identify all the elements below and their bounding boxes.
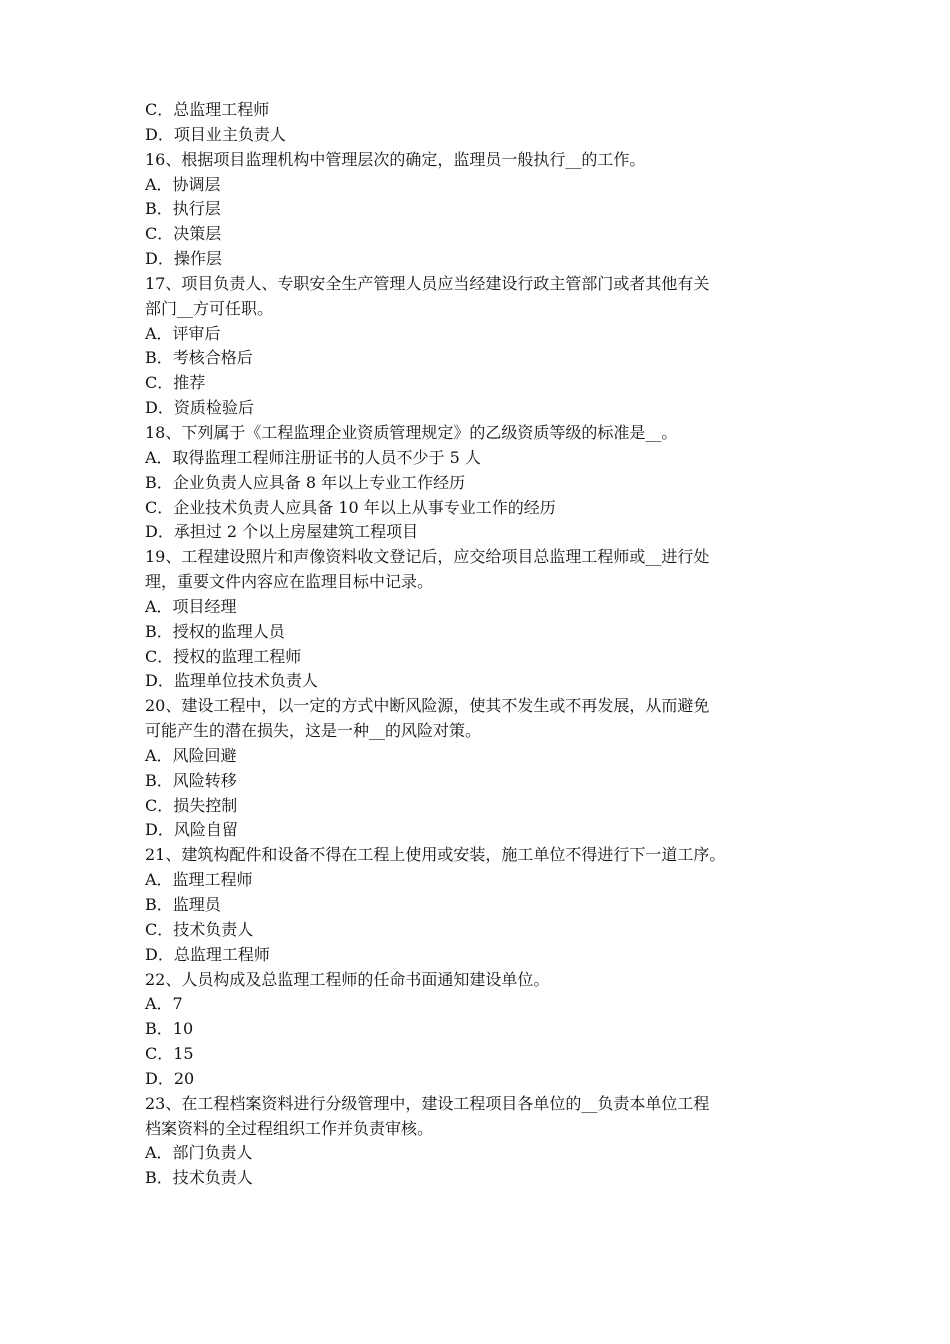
option-line: A．评审后 bbox=[145, 323, 221, 343]
question-line: 档案资料的全过程组织工作并负责审核。 bbox=[145, 1118, 434, 1138]
question-line: 20、建设工程中，以一定的方式中断风险源，使其不发生或不再发展，从而避免 bbox=[145, 696, 710, 716]
option-line: B．10 bbox=[145, 1019, 194, 1039]
option-line: D．项目业主负责人 bbox=[145, 124, 286, 144]
option-line: D．承担过 2 个以上房屋建筑工程项目 bbox=[145, 522, 419, 542]
question-line: 19、工程建设照片和声像资料收文登记后，应交给项目总监理工程师或__进行处 bbox=[145, 547, 710, 567]
option-line: C．授权的监理工程师 bbox=[145, 646, 302, 666]
option-line: C．决策层 bbox=[145, 224, 222, 244]
question-line: 16、根据项目监理机构中管理层次的确定，监理员一般执行__的工作。 bbox=[145, 149, 646, 169]
option-line: A．协调层 bbox=[145, 174, 221, 194]
question-line: 18、下列属于《工程监理企业资质管理规定》的乙级资质等级的标准是__。 bbox=[145, 422, 678, 442]
option-line: B．执行层 bbox=[145, 199, 221, 219]
option-line: A．取得监理工程师注册证书的人员不少于 5 人 bbox=[145, 447, 481, 467]
option-line: D．监理单位技术负责人 bbox=[145, 671, 318, 691]
option-line: A．部门负责人 bbox=[145, 1143, 253, 1163]
option-line: D．操作层 bbox=[145, 249, 222, 269]
question-line: 部门__方可任职。 bbox=[145, 298, 274, 318]
question-line: 23、在工程档案资料进行分级管理中，建设工程项目各单位的__负责本单位工程 bbox=[145, 1093, 710, 1113]
option-line: B．企业负责人应具备 8 年以上专业工作经历 bbox=[145, 472, 466, 492]
option-line: B．考核合格后 bbox=[145, 348, 253, 368]
option-line: B．授权的监理人员 bbox=[145, 621, 285, 641]
document-page bbox=[145, 98, 825, 1191]
question-line: 可能产生的潜在损失，这是一种__的风险对策。 bbox=[145, 721, 482, 741]
option-line: D．20 bbox=[145, 1068, 195, 1088]
question-line: 21、建筑构配件和设备不得在工程上使用或安装，施工单位不得进行下一道工序。 bbox=[145, 845, 726, 865]
option-line: C．企业技术负责人应具备 10 年以上从事专业工作的经历 bbox=[145, 497, 556, 517]
option-line: A．风险回避 bbox=[145, 745, 237, 765]
option-line: B．技术负责人 bbox=[145, 1168, 253, 1188]
option-line: C．15 bbox=[145, 1044, 194, 1064]
option-line: D．资质检验后 bbox=[145, 398, 254, 418]
option-line: A．7 bbox=[145, 994, 183, 1014]
option-line: C．损失控制 bbox=[145, 795, 238, 815]
option-line: A．监理工程师 bbox=[145, 870, 253, 890]
option-line: C．技术负责人 bbox=[145, 919, 254, 939]
question-line: 22、人员构成及总监理工程师的任命书面通知建设单位。 bbox=[145, 969, 550, 989]
option-line: D．风险自留 bbox=[145, 820, 238, 840]
option-line: D．总监理工程师 bbox=[145, 944, 270, 964]
option-line: B．风险转移 bbox=[145, 770, 237, 790]
option-line: C．总监理工程师 bbox=[145, 100, 270, 119]
question-line: 理，重要文件内容应在监理目标中记录。 bbox=[145, 572, 434, 592]
option-line: A．项目经理 bbox=[145, 596, 237, 616]
option-line: B．监理员 bbox=[145, 895, 221, 914]
option-line: C．推荐 bbox=[145, 373, 206, 393]
question-line: 17、项目负责人、专职安全生产管理人员应当经建设行政主管部门或者其他有关 bbox=[145, 273, 710, 293]
